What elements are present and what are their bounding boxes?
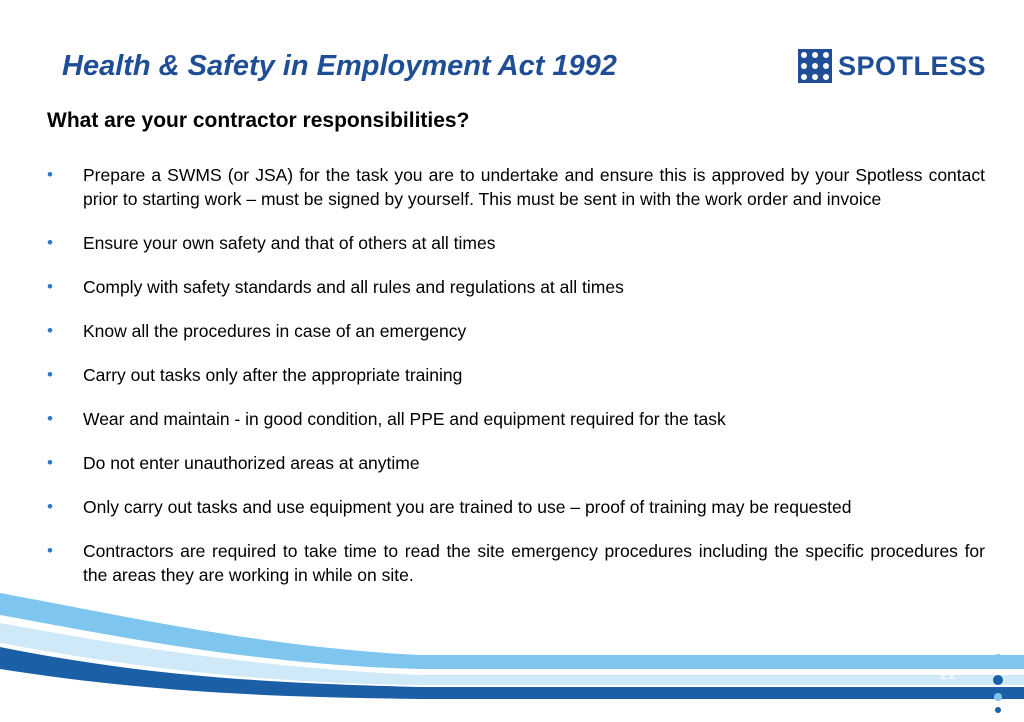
bullet-text: Contractors are required to take time to read the site emergency procedures including the specific procedures for the areas they are working in while on site. xyxy=(83,541,985,585)
bullet-item xyxy=(47,407,985,431)
bullet-text: Ensure your own safety and that of others at all times xyxy=(83,233,496,253)
bullet-item xyxy=(47,319,985,343)
bullet-list xyxy=(47,163,985,587)
bullet-text: Only carry out tasks and use equipment you are trained to use – proof of training may be requested xyxy=(83,497,852,517)
logo-text: SPOTLESS xyxy=(838,51,987,81)
bullet-icon: • xyxy=(47,233,53,252)
bullet-icon: • xyxy=(47,541,53,560)
bullet-icon: • xyxy=(47,453,53,472)
decor-dot xyxy=(994,693,1002,701)
bullet-icon: • xyxy=(47,409,53,428)
bullet-item xyxy=(47,231,985,255)
bullet-icon: • xyxy=(47,277,53,296)
dot-grid-icon xyxy=(798,49,832,83)
slide-subtitle: What are your contractor responsibilities? xyxy=(47,109,470,132)
bullet-text: Do not enter unauthorized areas at anytime xyxy=(83,453,420,473)
bullet-item xyxy=(47,363,985,387)
bullet-text: Carry out tasks only after the appropriate training xyxy=(83,365,463,385)
decor-dot xyxy=(995,707,1001,713)
bullet-icon: • xyxy=(47,165,53,184)
bullet-icon: • xyxy=(47,321,53,340)
bullet-text: Know all the procedures in case of an emergency xyxy=(83,321,467,341)
bullet-text: Prepare a SWMS (or JSA) for the task you are to undertake and ensure this is approved by your Spotless contact prior to starting work – must be signed by yourself. This must be sent in with the work order and invoice xyxy=(83,165,985,209)
bullet-text: Wear and maintain - in good condition, all PPE and equipment required for the task xyxy=(83,409,726,429)
bullet-item xyxy=(47,451,985,475)
bullet-icon: • xyxy=(47,497,53,516)
bullet-item xyxy=(47,163,985,211)
bullet-item xyxy=(47,275,985,299)
decor-dot xyxy=(993,675,1003,685)
spotless-logo xyxy=(798,49,998,85)
footer-wave-decoration xyxy=(0,585,1024,722)
bullet-item xyxy=(47,495,985,519)
slide-title: Health & Safety in Employment Act 1992 xyxy=(62,50,617,82)
bullet-item xyxy=(47,539,985,587)
bullet-icon: • xyxy=(47,365,53,384)
page-number: 21 xyxy=(940,666,956,682)
bullet-text: Comply with safety standards and all rules and regulations at all times xyxy=(83,277,624,297)
decor-dot xyxy=(992,654,1004,666)
